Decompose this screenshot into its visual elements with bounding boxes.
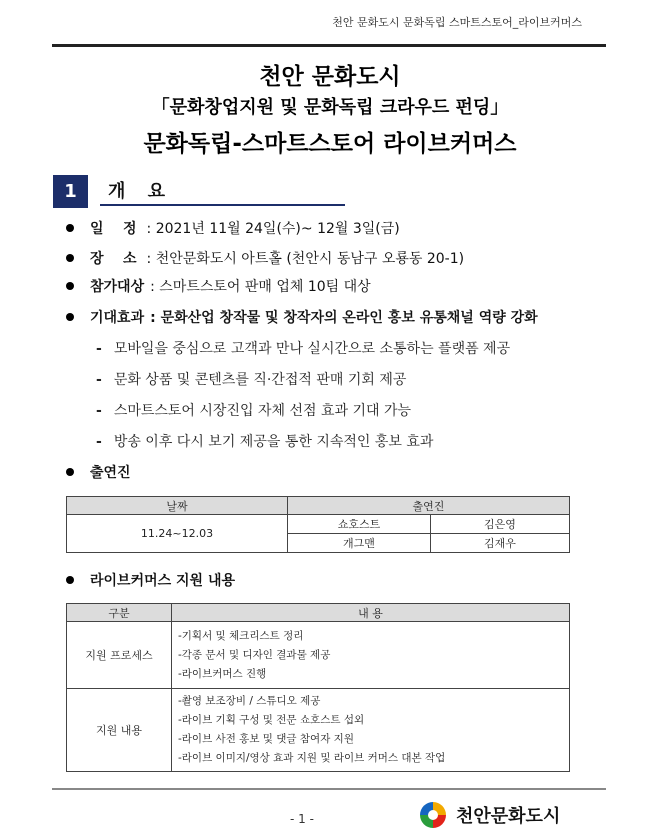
performer-role: 개그맨 [288,534,431,553]
bullet-icon [66,468,74,476]
effect-item: - 모바일을 중심으로 고객과 만나 실시간으로 소통하는 플랫폼 제공 [96,341,511,357]
cheonan-logo [418,800,560,830]
place-value: : 천안문화도시 아트홀 (천안시 동남구 오룡동 20-1) [146,251,465,267]
date-label: 일 정 [90,221,137,237]
bullet-icon [66,282,74,290]
support-heading-row [66,570,235,590]
title-line-3: 문화독립-스마트스토어 라이브커머스 [143,131,517,157]
effect-item: - 방송 이후 다시 보기 제공을 통한 지속적인 홍보 효과 [96,434,434,450]
effect-item: - 스마트스토어 시장진입 자체 선점 효과 기대 가능 [96,403,411,419]
col-date-header: 날짜 [67,497,288,515]
support-type: 지원 프로세스 [67,622,172,689]
effect-row [66,307,538,327]
running-header: 천안 문화도시 문화독립 스마트스토어_라이브커머스 [332,16,582,29]
support-item: -각종 문서 및 디자인 결과물 제공 [178,648,331,661]
support-item: -촬영 보조장비 / 스튜디오 제공 [178,695,321,707]
performer-role: 쇼호스트 [288,515,431,534]
bullet-icon [66,224,74,232]
bullet-icon [66,254,74,262]
header-rule [52,44,606,47]
date-value: : 2021년 11월 24일(수)~ 12월 3일(금) [146,221,400,237]
col-content-header: 내 용 [172,604,570,622]
support-item: -라이브커머스 진행 [178,667,267,680]
section-number: 1 [53,175,88,208]
performance-date: 11.24~12.03 [67,515,288,553]
title-line-1: 천안 문화도시 [259,64,401,90]
footer-rule [52,788,606,790]
logo-mark-icon [418,800,448,830]
support-item: -라이브 기획 구성 및 전문 쇼호스트 섭외 [178,714,365,726]
date-row [66,218,400,238]
effect-label: 기대효과 [90,310,145,326]
page-number: - 1 - [290,812,314,826]
col-type-header: 구분 [67,604,172,622]
performers-heading: 출연진 [90,465,131,481]
bullet-icon [66,576,74,584]
performers-table [66,496,570,553]
place-row [66,248,464,268]
support-item: -기획서 및 체크리스트 정리 [178,629,304,642]
effect-value: : 문화산업 창작물 및 창작자의 온라인 홍보 유통채널 역량 강화 [150,310,538,326]
bullet-icon [66,313,74,321]
target-label: 참가대상 [90,279,145,295]
logo-text: 천안문화도시 [456,806,561,827]
support-heading: 라이브커머스 지원 내용 [90,573,235,589]
support-table [66,603,570,772]
title-line-2: 「문화창업지원 및 문화독립 크라우드 펀딩」 [151,97,509,118]
effect-item: - 문화 상품 및 콘텐츠를 직·간접적 판매 기회 제공 [96,372,407,388]
support-item: -라이브 사전 홍보 및 댓글 참여자 지원 [178,733,354,745]
support-item: -라이브 이미지/영상 효과 지원 및 라이브 커머스 대본 작업 [178,752,446,764]
col-cast-header: 출연진 [288,497,570,515]
performer-name: 김재우 [431,534,570,553]
support-items [172,689,570,772]
support-type: 지원 내용 [67,689,172,772]
target-row [66,276,371,296]
performer-name: 김은영 [431,515,570,534]
performers-heading-row [66,462,131,482]
support-items [172,622,570,689]
place-label: 장 소 [90,251,137,267]
section-title: 개 요 [100,175,345,206]
target-value: : 스마트스토어 판매 업체 10팀 대상 [150,279,371,295]
